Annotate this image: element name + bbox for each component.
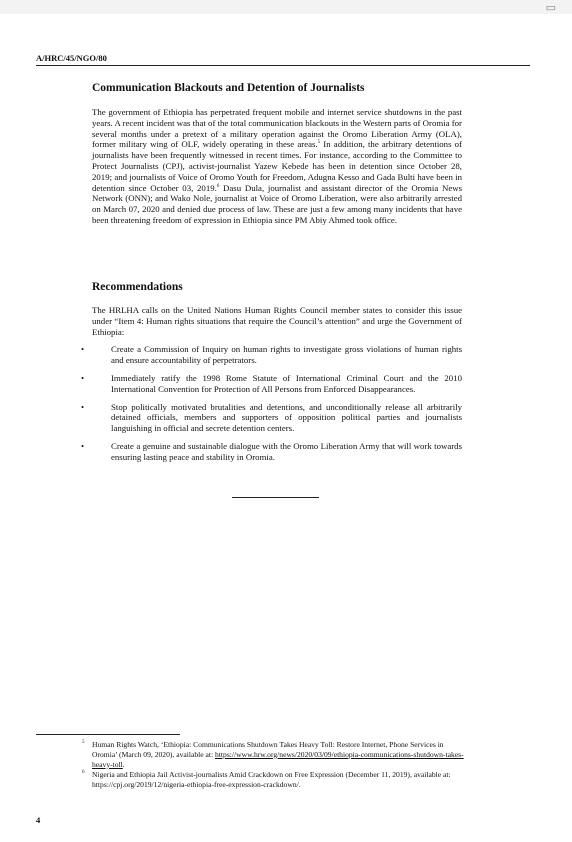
section-recommendations	[81, 281, 462, 470]
bullet-icon: •	[81, 440, 85, 451]
footnotes	[82, 740, 464, 791]
footnote-number: 5	[82, 740, 85, 745]
page-thumbnail-icon[interactable]: ▭	[545, 1, 556, 14]
bullet-icon: •	[81, 344, 85, 355]
list-item: • Immediately ratify the 1998 Rome Statute of International Criminal Court and the 2010 International Convention for Protection of All Persons from Enforced Disappearances.	[81, 372, 462, 394]
recommendations-intro: The HRLHA calls on the United Nations Human Rights Council member states to consider this issue under “Item 4: Human rights situations that require the Council’s attention” and urge the Government of Ethiopia:	[92, 305, 462, 337]
section-communication-blackouts	[92, 82, 462, 226]
section-heading: Recommendations	[92, 281, 183, 293]
header-rule	[36, 65, 530, 66]
footnote-6: 6 Nigeria and Ethiopia Jail Activist-journalists Amid Crackdown on Free Expression (December 11, 2019), available at: https://cpj.org/2019/12/nigeria-ethiopia-free-expression-crackdown/.	[82, 770, 451, 790]
footnote-ref-6[interactable]: 6	[216, 183, 220, 189]
list-item: • Stop politically motivated brutalities and detentions, and unconditionally release all arbitrarily detained officials, members and supporters of opposition political parties and journalists languishing in official and secrete detention centers.	[81, 401, 462, 434]
section-paragraph: The government of Ethiopia has perpetrated frequent mobile and internet service shutdowns in the past years. A recent incident was that of the total communication blackouts in the Western parts of Oromia for several months under a pretext of a military operation against the Oromo Liberation Army (OLA), former military wing of OLF, widely operating in these areas.$^5$ In addition, the arbitrary detentions of journalists have been frequently witnessed in recent times. For instance, according to the Committee to Protect Journalists (CPJ), activist-journalist Yazew Kebede has been in detention since October 28, 2019; and journalists of Voice of Oromo Youth for Freedom, Adugna Kesso and Gada Bulti have been in detention since October 03, 2019.$^6$ Dasu Dula, journalist and assistant director of the Oromia News Network (ONN); and Wako Nole, journalist at Voice of Oromo Liberation, were also arbitrarily arrested on March 07, 2020 and denied due process of law. These are just a few among many incidents that have been threatening freedom of expression in Ethiopia since PM Abiy Ahmed took office.	[92, 107, 462, 225]
footnote-ref-5[interactable]: 5	[317, 140, 321, 146]
viewer-toolbar	[0, 0, 572, 14]
page-number: 4	[36, 815, 41, 825]
section-heading: Communication Blackouts and Detention of Journalists	[92, 82, 365, 94]
footnote-link[interactable]: https://www.hrw.org/news/2020/03/09/ethiopia-communications-shutdown-takes-heavy-toll	[92, 749, 464, 769]
footnote-5: 5 Human Rights Watch, ‘Ethiopia: Communications Shutdown Takes Heavy Toll: Restore Internet, Phone Services in Oromia’ (March 09, 2020), available at: https://www.hrw.org/news/2020/03/09/ethiopia-communications-shutdown-takes-heavy-toll.	[82, 740, 464, 769]
list-item: • Create a genuine and sustainable dialogue with the Oromo Liberation Army that will work towards ensuring lasting peace and stability in Oromia.	[81, 440, 462, 462]
section-end-rule	[232, 497, 319, 498]
document-symbol: A/HRC/45/NGO/80	[36, 53, 107, 63]
recommendations-list	[81, 344, 462, 462]
list-item: • Create a Commission of Inquiry on human rights to investigate gross violations of human rights and ensure accountability of perpetrators.	[81, 344, 462, 366]
footnote-rule	[36, 734, 180, 735]
footnote-number: 6	[82, 770, 85, 776]
bullet-icon: •	[81, 372, 85, 383]
bullet-icon: •	[81, 401, 85, 412]
